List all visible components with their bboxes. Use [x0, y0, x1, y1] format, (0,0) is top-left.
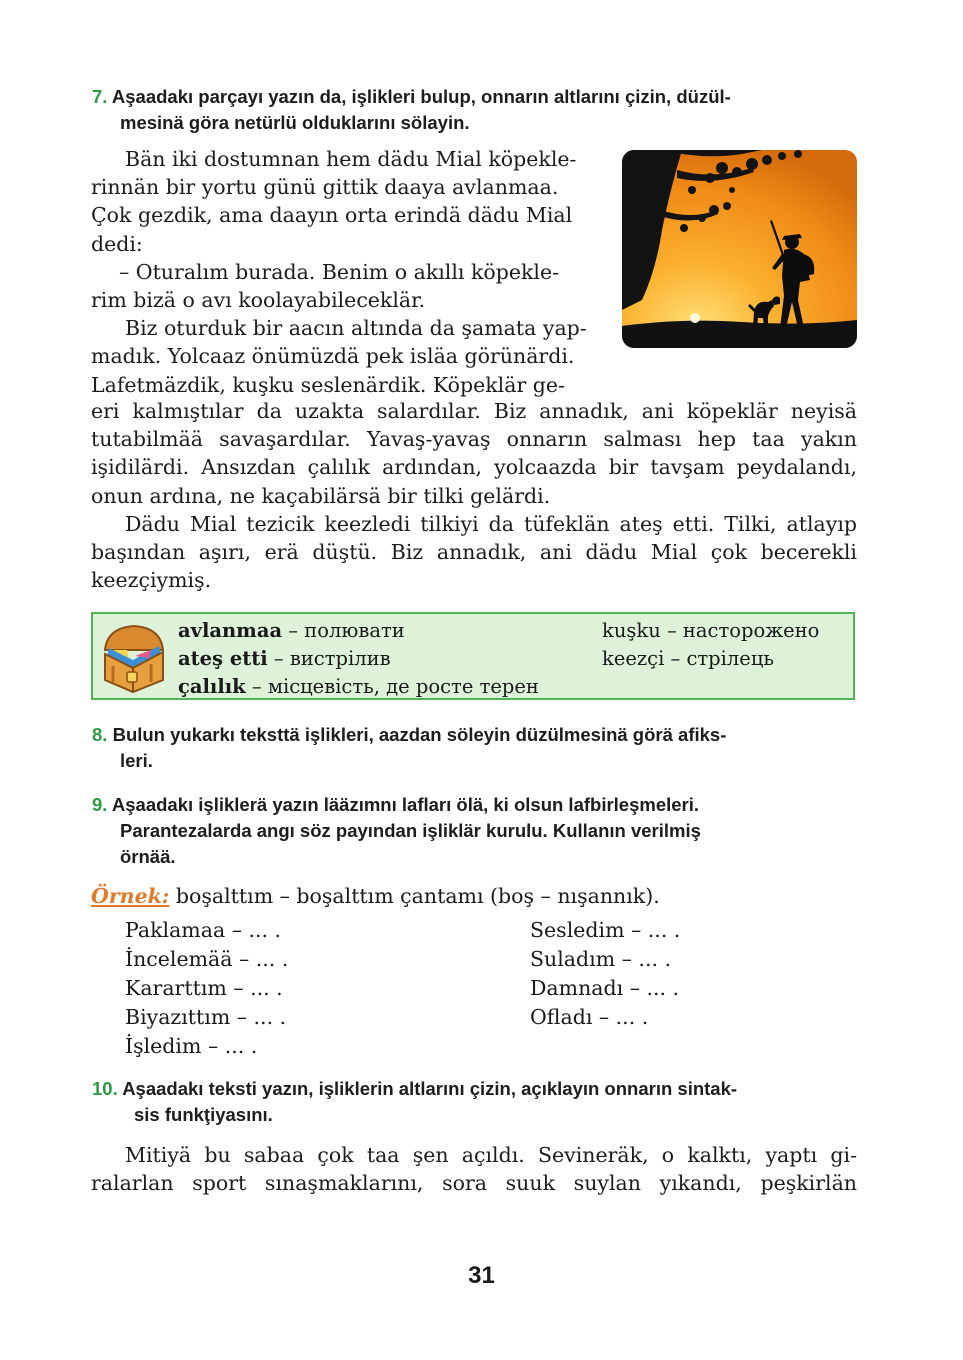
vocab-dash: –	[267, 647, 290, 670]
vocab-term: çalılık	[178, 675, 246, 698]
hunter-sunset-illustration	[622, 150, 857, 348]
vocab-dash: –	[245, 675, 268, 698]
story-line: onun ardına, ne kaçabilärsä bir tilki gelärdi.	[91, 483, 551, 508]
task-text-line: Aşaadakı işliklerä yazın lääzımnı lafları ölä, ki olsun lafbirleşmeleri.	[111, 794, 700, 815]
story-line: ralarlan sport sınaşmaklarını, sora suuk suylan yıkandı, peşkirlän	[91, 1171, 857, 1196]
vocabulary-column-left	[178, 617, 539, 701]
story-line: başından aşırı, erä düştü. Biz annadık, ani dädu Mial çok becerekli	[91, 540, 857, 565]
task-text-line: mesinä göra netürlü olduklarını sölayin.	[120, 112, 470, 133]
vocab-dash: –	[282, 619, 305, 642]
vocabulary-column-right	[602, 617, 819, 673]
exercise-item: Kararttım – ... .	[125, 976, 283, 1000]
vocab-term: avlanmaa	[178, 619, 283, 642]
story-line: rim bizä o avı koolayabileceklär.	[91, 288, 426, 313]
page-number: 31	[468, 1262, 495, 1289]
vocab-entry	[178, 617, 539, 645]
story-line: Mitiyä bu sabaa çok taa şen açıldı. Sevineräk, o kalktı, yaptı gi-	[125, 1143, 857, 1167]
story-line: – Oturalım burada. Benim o akıllı köpekle-	[119, 259, 560, 284]
vocab-entry: kuşku – насторожено	[602, 619, 820, 642]
vocab-entry: keezçi – стрілець	[602, 647, 774, 670]
task-number: 8.	[92, 724, 108, 745]
story-line: Biz oturduk bir aacın altında da şamata yap-	[125, 316, 587, 341]
story-line: tutabilmää savaşardılar. Yavaş-yavaş onnarın salması hep taa yakın	[91, 427, 857, 452]
story-line: işidilärdi. Ansızdan çalılık ardından, yolcaazda bir tavşam peydalandı,	[91, 455, 857, 480]
vocab-entry	[178, 645, 539, 673]
story-line: Dädu Mial tezicik keezledi tilkiyi da tüfeklän ateş etti. Tilki, atlayıp	[125, 511, 857, 536]
example-line	[91, 882, 660, 910]
exercise-item: Suladım – ... .	[530, 947, 672, 971]
task-10	[92, 1076, 858, 1128]
vocab-entry	[178, 673, 539, 701]
vocab-term: ateş etti	[178, 647, 268, 670]
task-8	[92, 722, 858, 774]
task-7	[92, 84, 858, 136]
vocabulary-box	[91, 612, 855, 700]
vocab-meaning: місцевість, де росте терен	[267, 675, 539, 698]
vocab-meaning: вистрілив	[289, 647, 391, 670]
task-9	[92, 792, 858, 870]
task-number: 9.	[92, 794, 108, 815]
story-line: eri kalmıştılar da uzakta salardılar. Biz annadık, ani köpeklär neyisä	[91, 399, 857, 423]
task-text-line: örnää.	[120, 846, 176, 867]
exercise-item: İşledim – ... .	[125, 1034, 258, 1058]
example-label: Örnek:	[91, 884, 170, 908]
task-text-line: Parantezalarda angı söz payından işliklär kurulu. Kullanın verilmiş	[120, 820, 701, 841]
exercise-item: Ofladı – ... .	[530, 1005, 649, 1029]
exercise-item: Paklamaa – ... .	[125, 918, 282, 942]
treasure-chest-icon	[99, 620, 169, 694]
story-line: rinnän bir yortu günü gittik daaya avlanmaa.	[91, 175, 559, 200]
story-line: keezçiymiş.	[91, 568, 212, 593]
story-line: Bän iki dostumnan hem dädu Mial köpekle-	[125, 147, 577, 171]
exercise-list-right	[530, 916, 680, 1032]
exercise-item: Sesledim – ... .	[530, 918, 681, 942]
vocab-meaning: полювати	[304, 619, 405, 642]
exercise-item: İncelemää – ... .	[125, 947, 289, 971]
hunter-sunset-photo	[622, 150, 857, 348]
story-text-wide	[91, 397, 857, 594]
story-line: Lafetmäzdik, kuşku seslenärdik. Köpeklär ge-	[91, 372, 565, 397]
story-line: Çok gezdik, ama daayın orta erindä dädu Mial	[91, 203, 573, 228]
story-line: dedi:	[91, 231, 143, 256]
task-text-line: sis funkţiyasını.	[134, 1104, 273, 1125]
task-text-line: leri.	[120, 750, 153, 771]
task-text-line: Bulun yukarkı teksttä işlikleri, aazdan söleyin düzülmesinä görä afiks-	[112, 724, 727, 745]
example-text: boşalttım – boşalttım çantamı (boş – nışannık).	[169, 884, 660, 908]
task-number: 7.	[92, 86, 108, 107]
story-text-narrow	[91, 145, 601, 399]
task-text-line: Aşaadakı parçayı yazın da, işlikleri bulup, onnarın altlarını çizin, düzül-	[111, 86, 731, 107]
task-number: 10.	[92, 1078, 118, 1099]
task-text-line: Aşaadakı teksti yazın, işliklerin altlarını çizin, açıklayın onnarın sintak-	[122, 1078, 738, 1099]
exercise-item: Biyazıttım – ... .	[125, 1005, 287, 1029]
story-line: madık. Yolcaaz önümüzdä pek isläa görünärdi.	[91, 344, 575, 369]
story-2-text	[91, 1141, 857, 1197]
exercise-list-left	[125, 916, 288, 1061]
exercise-item: Damnadı – ... .	[530, 976, 680, 1000]
